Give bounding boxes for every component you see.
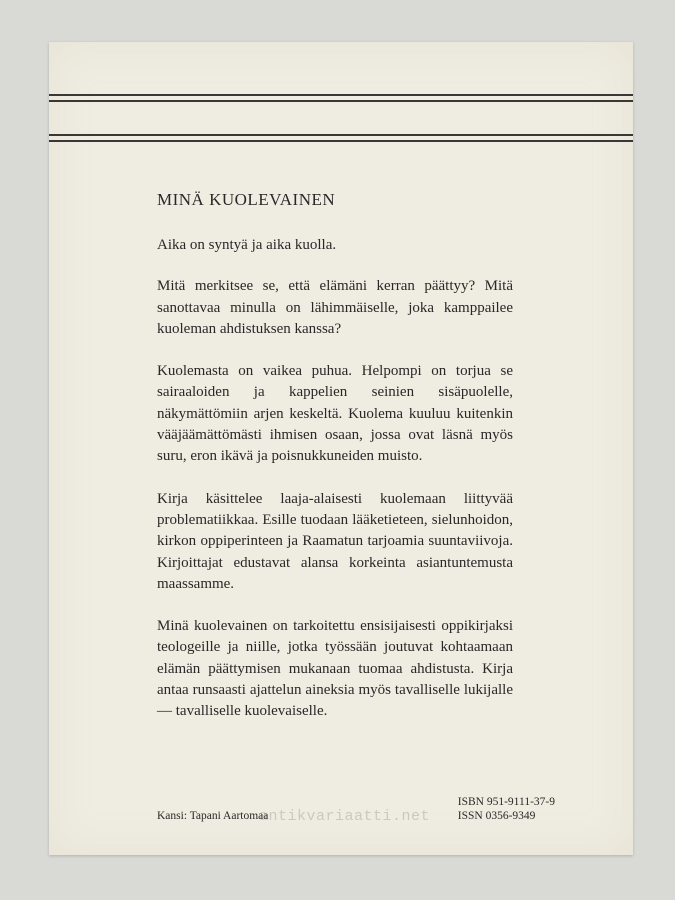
blurb-text xyxy=(157,235,513,744)
blurb-paragraph: Mitä merkitsee se, että elämäni kerran päättyy? Mitä sanottavaa minulla on lähimmäiselle, joka kamppailee kuoleman ahdistuksen kanssa? xyxy=(157,278,513,337)
book-back-cover xyxy=(49,42,633,855)
blurb-paragraph: Minä kuolevainen on tarkoitettu ensisijaisesti oppikirjaksi teologeille ja niille, jotka työssään joutuvat kohtaamaan elämän päättymisen mukanaan tuomaa ahdistusta. Kirja antaa runsaasti ajattelun aineksia myös tavalliselle lukijalle — tavalliselle kuolevaiselle. xyxy=(157,618,513,720)
blurb-paragraph: Kuolemasta on vaikea puhua. Helpompi on torjua se sairaaloiden ja kappelien seinien sisäpuolelle, näkymättömiin arjen keskeltä. Kuolema kuuluu kuitenkin vääjäämättömästi ihmisen osaan, jossa ovat läsnä myös suru, eron ikävä ja poisnukkuneiden muisto. xyxy=(157,363,513,465)
issn-code: ISSN 0356-9349 xyxy=(457,809,536,822)
rule-line xyxy=(49,134,633,136)
cover-credit: Kansi: Tapani Aartomaa xyxy=(157,810,269,822)
blurb-paragraph: Aika on syntyä ja aika kuolla. xyxy=(157,237,337,253)
watermark: antikvariaatti.net xyxy=(259,808,431,825)
decorative-rules xyxy=(49,94,633,144)
rule-line xyxy=(49,94,633,96)
rule-line xyxy=(49,100,633,102)
publication-codes xyxy=(458,796,555,823)
isbn-code: ISBN 951-9111-37-9 xyxy=(457,796,555,808)
book-title: MINÄ KUOLEVAINEN xyxy=(157,190,336,209)
rule-line xyxy=(49,140,633,142)
blurb-paragraph: Kirja käsittelee laaja-alaisesti kuolemaan liittyvää problematiikkaa. Esille tuodaan lääketieteen, sielunhoidon, kirkon oppiperinteen ja Raamatun tarjoamia suuntaviivoja. Kirjoittajat edustavat alansa korkeinta asiantuntemusta maassamme. xyxy=(157,490,513,592)
